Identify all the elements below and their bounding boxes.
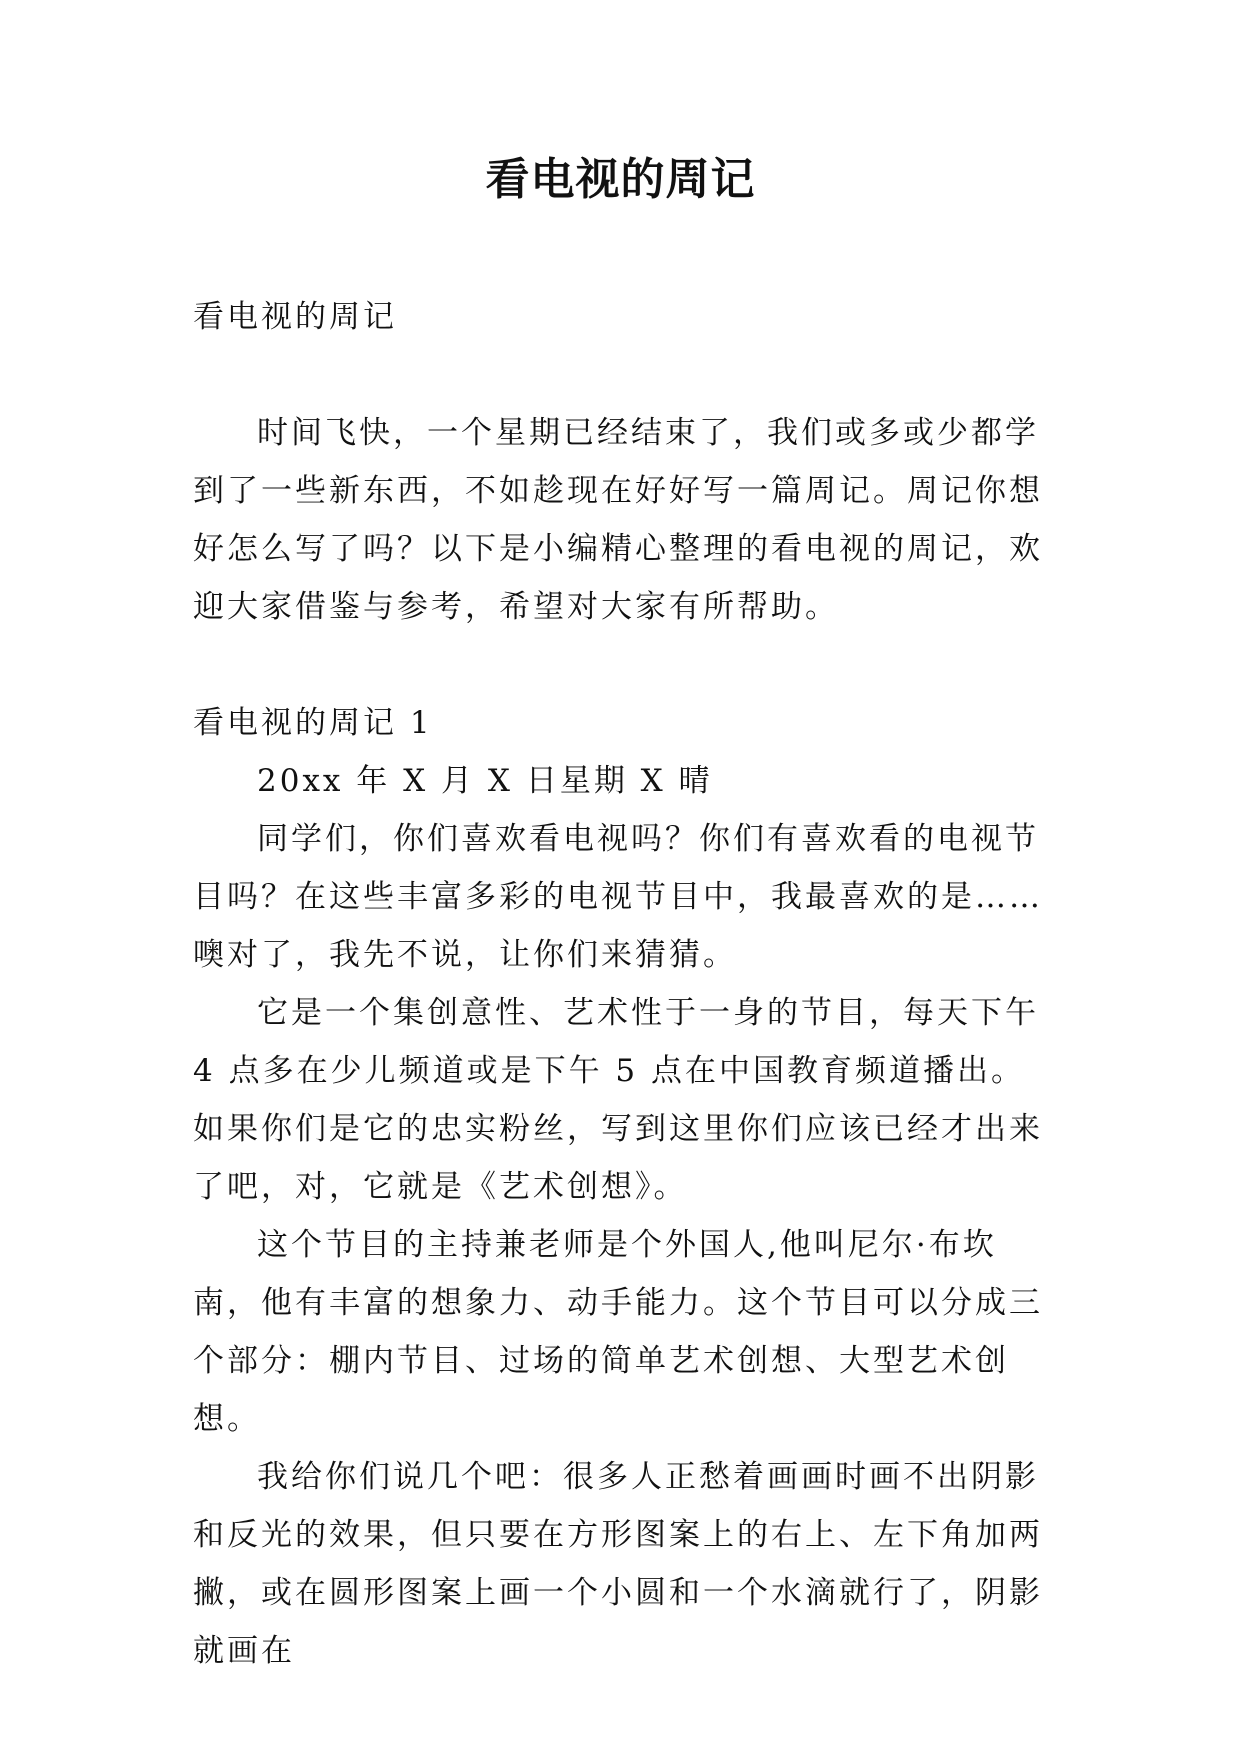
journal-entry: [193, 694, 1055, 1680]
intro-paragraph: 时间飞快，一个星期已经结束了，我们或多或少都学到了一些新东西，不如趁现在好好写一篇周记。周记你想好怎么写了吗？以下是小编精心整理的看电视的周记，欢迎大家借鉴与参考，希望对大家有所帮助。: [193, 415, 1043, 625]
document-subtitle: 看电视的周记: [193, 299, 397, 335]
entry-paragraph: 我给你们说几个吧：很多人正愁着画画时画不出阴影和反光的效果，但只要在方形图案上的右上、左下角加两撇，或在圆形图案上画一个小圆和一个水滴就行了，阴影就画在: [193, 1459, 1043, 1669]
document-title: 看电视的周记: [485, 154, 756, 205]
entry-paragraph: 同学们，你们喜欢看电视吗？你们有喜欢看的电视节目吗？在这些丰富多彩的电视节目中，我最喜欢的是……噢对了，我先不说，让你们来猜猜。: [193, 821, 1043, 973]
entry-paragraph: 这个节目的主持兼老师是个外国人,他叫尼尔·布坎南，他有丰富的想象力、动手能力。这个节目可以分成三个部分：棚内节目、过场的简单艺术创想、大型艺术创想。: [193, 1227, 1043, 1437]
entry-paragraph: 它是一个集创意性、艺术性于一身的节目，每天下午 4 点多在少儿频道或是下午 5 点在中国教育频道播出。如果你们是它的忠实粉丝，写到这里你们应该已经才出来了吧，对，它就是《艺术创想》。: [193, 995, 1043, 1205]
entry-date-line: 20xx 年 X 月 X 日星期 X 晴: [257, 763, 713, 799]
entry-title: 看电视的周记 1: [193, 705, 433, 741]
